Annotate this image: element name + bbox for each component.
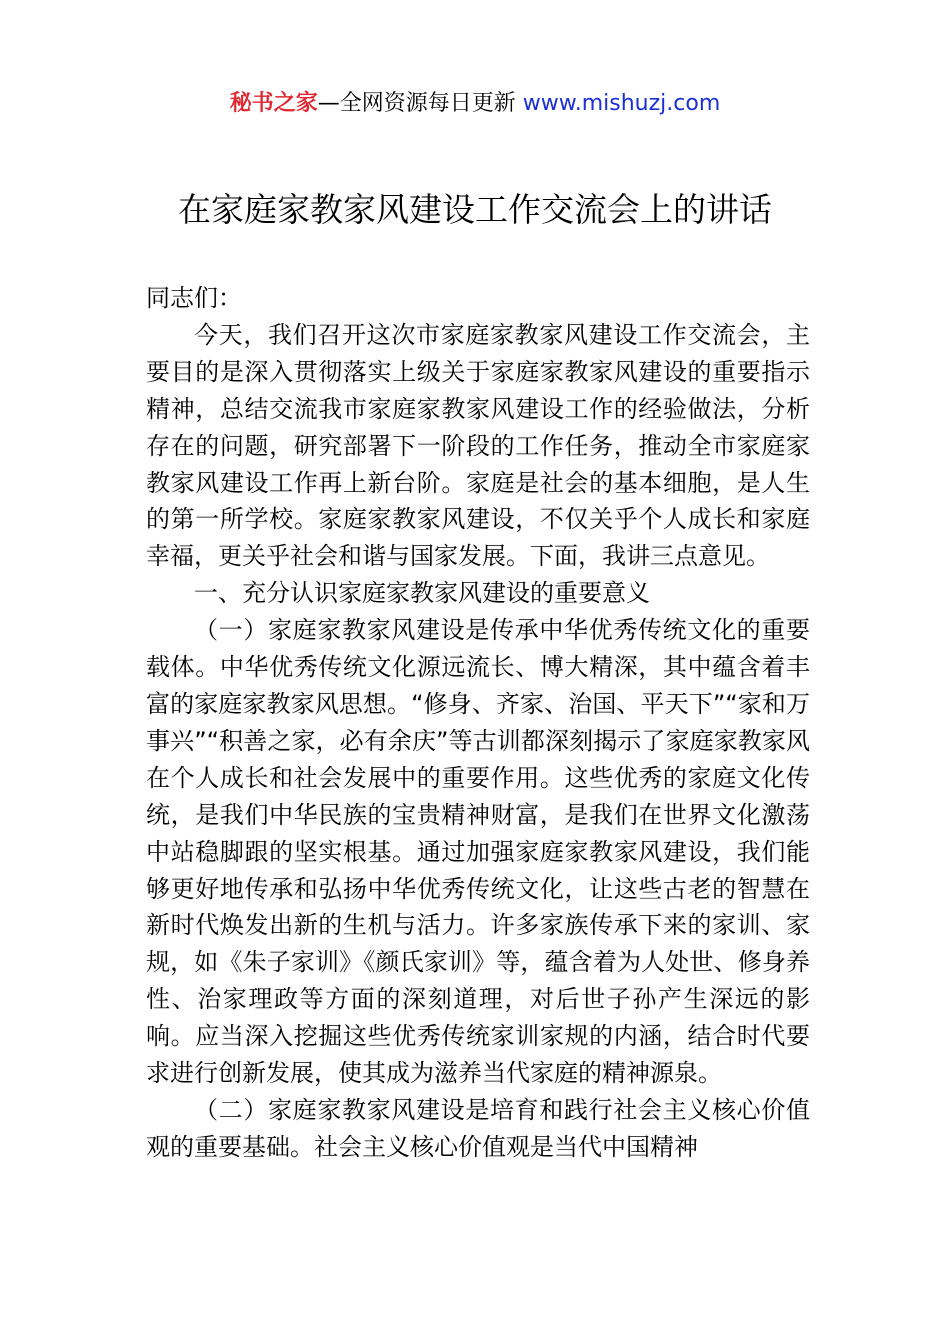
paragraph-point-1: （一）家庭家教家风建设是传承中华优秀传统文化的重要载体。中华优秀传统文化源远流长、博大精深，其中蕴含着丰富的家庭家教家风思想。“修身、齐家、治国、平天下”“家和万事兴”“积善之家，必有余庆”等古训都深刻揭示了家庭家教家风在个人成长和社会发展中的重要作用。这些优秀的家庭文化传统，是我们中华民族的宝贵精神财富，是我们在世界文化激荡中站稳脚跟的坚实根基。通过加强家庭家教家风建设，我们能够更好地传承和弘扬中华优秀传统文化，让这些古老的智慧在新时代焕发出新的生机与活力。许多家族传承下来的家训、家规，如《朱子家训》《颜氏家训》等，蕴含着为人处世、修身养性、治家理政等方面的深刻道理，对后世子孙产生深远的影响。应当深入挖掘这些优秀传统家训家规的内涵，结合时代要求进行创新发展，使其成为滋养当代家庭的精神源泉。 — [146, 616, 810, 1088]
paragraph-intro: 今天，我们召开这次市家庭家教家风建设工作交流会，主要目的是深入贯彻落实上级关于家庭家教家风建设的重要指示精神，总结交流我市家庭家教家风建设工作的经验做法，分析存在的问题，研究部署下一阶段的工作任务，推动全市家庭家教家风建设工作再上新台阶。家庭是社会的基本细胞，是人生的第一所学校。家庭家教家风建设，不仅关乎个人成长和家庭幸福，更关乎社会和谐与国家发展。下面，我讲三点意见。 — [146, 320, 810, 571]
paragraph-point-2: （二）家庭家教家风建设是培育和践行社会主义核心价值观的重要基础。社会主义核心价值观是当代中国精神 — [146, 1095, 810, 1161]
section-heading-1: 一、充分认识家庭家教家风建设的重要意义 — [194, 579, 650, 608]
salutation: 同志们： — [146, 284, 242, 312]
site-header — [0, 86, 950, 122]
document-body — [146, 280, 810, 1166]
header-tagline: —全网资源每日更新 — [317, 91, 523, 116]
site-url-link[interactable]: www.mishuzj.com — [522, 91, 721, 116]
document-title: 在家庭家教家风建设工作交流会上的讲话 — [178, 190, 772, 229]
brand-name: 秘书之家 — [229, 91, 318, 116]
